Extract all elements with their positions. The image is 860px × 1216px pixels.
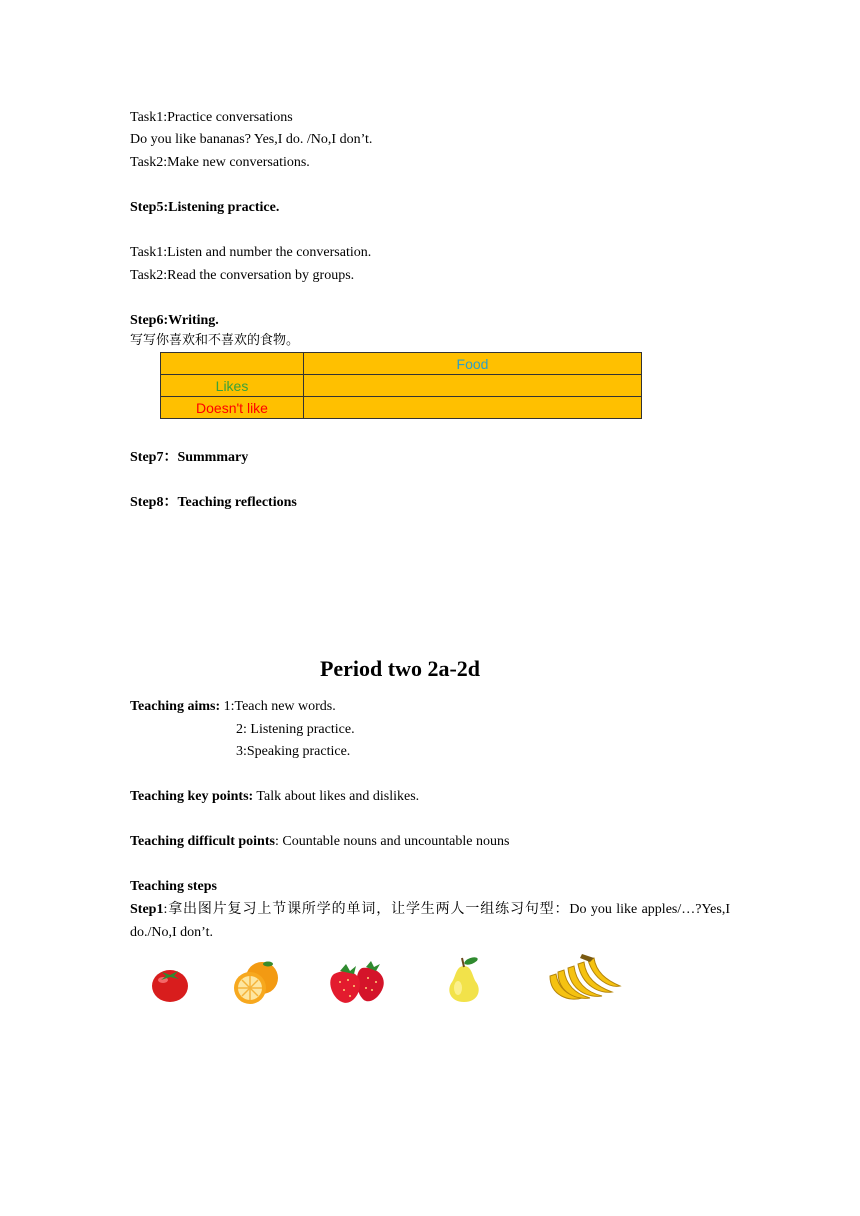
step5-heading: Step5:Listening practice. [130, 200, 280, 215]
table-row [161, 375, 642, 397]
aim-1: 1:Teach new words. [220, 699, 336, 714]
steps-heading: Teaching steps [130, 879, 218, 894]
key-text: Talk about likes and dislikes. [253, 789, 420, 804]
period-title: Period two 2a-2d [319, 656, 481, 681]
step6-heading: Step6:Writing. [130, 313, 219, 328]
strawberry-image [326, 958, 388, 1006]
task1-text: Task1:Practice conversations [130, 110, 293, 125]
step1-paragraph [130, 898, 730, 944]
aims-label: Teaching aims: [130, 699, 221, 714]
table-cell [161, 353, 304, 375]
table-row [161, 397, 642, 419]
step6-instruction: 写写你喜欢和不喜欢的食物。 [130, 333, 300, 348]
food-header: Food [304, 353, 642, 375]
doesnt-like-label: Doesn't like [161, 397, 304, 419]
step5-task2: Task2:Read the conversation by groups. [130, 268, 355, 283]
step1-text: :拿出图片复习上节课所学的单词，让学生两人一组练习句型：Do you like apples/…?Yes,I do./No,I don’t. [130, 902, 730, 940]
aim-3: 3:Speaking practice. [236, 744, 351, 759]
tomato-image [148, 962, 192, 1004]
aim-2: 2: Listening practice. [236, 722, 355, 737]
step8-heading: Step8：Teaching reflections [130, 495, 297, 510]
food-table [160, 352, 642, 419]
example-text: Do you like bananas? Yes,I do. /No,I don’t. [130, 132, 373, 147]
table-row [161, 353, 642, 375]
key-label: Teaching key points: [130, 789, 254, 804]
key-points [130, 787, 419, 807]
teaching-aims [130, 697, 336, 717]
difficult-label: Teaching difficult points [130, 834, 275, 849]
pear-image [442, 954, 488, 1004]
banana-image [544, 946, 624, 1004]
orange-image [230, 958, 284, 1006]
likes-cell [304, 375, 642, 397]
difficult-text: : Countable nouns and uncountable nouns [274, 834, 510, 849]
doesnt-like-cell [304, 397, 642, 419]
step5-task1: Task1:Listen and number the conversation. [130, 245, 372, 260]
step7-heading: Step7：Summmary [130, 450, 249, 465]
difficult-points [130, 832, 509, 852]
task2-text: Task2:Make new conversations. [130, 155, 310, 170]
likes-label: Likes [161, 375, 304, 397]
step1-label: Step1 [130, 902, 164, 917]
